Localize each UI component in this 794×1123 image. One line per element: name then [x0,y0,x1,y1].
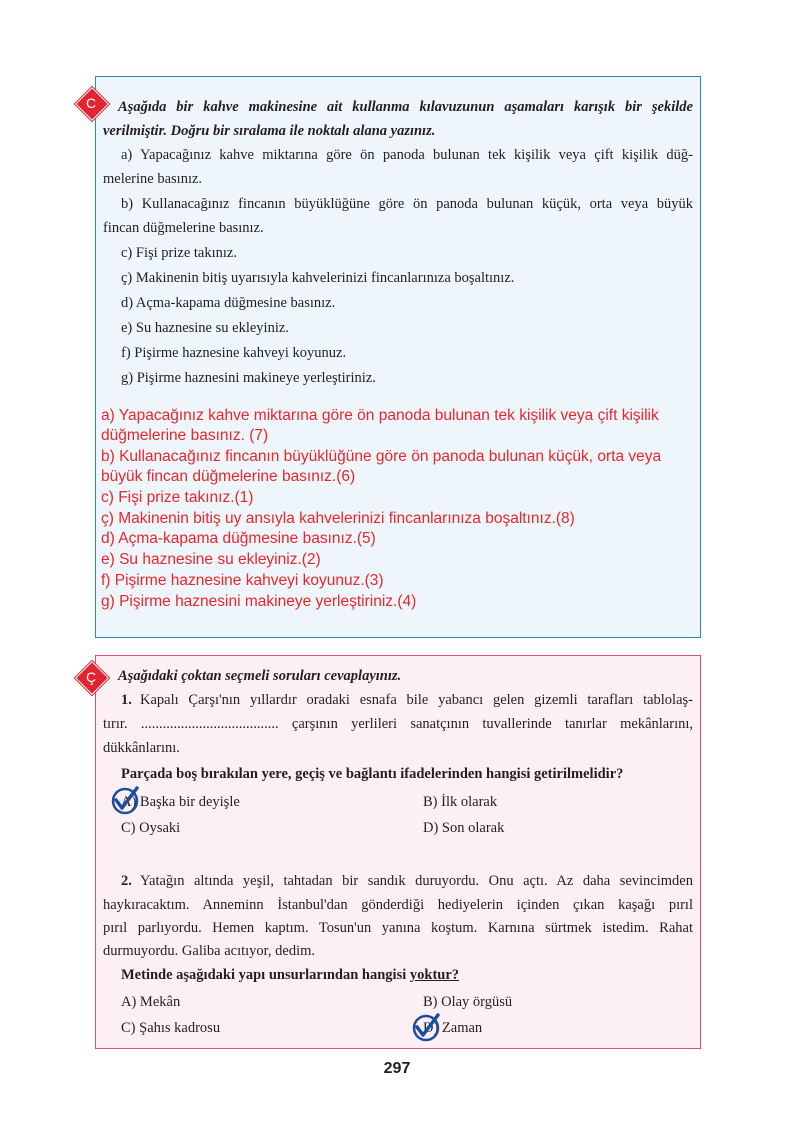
item-c: c) Fişi prize takınız. [121,245,237,261]
q2-number: 2. [121,873,132,889]
item-b-line2: fincan düğmelerine basınız. [103,220,264,236]
item-e: e) Su haznesine su ekleyiniz. [121,320,289,336]
q2-option-a[interactable]: A) Mekân [121,994,181,1010]
item-cc: ç) Makinenin bitiş uyarısıyla kahvelerinizi fincanlarınıza boşaltınız. [121,270,515,286]
q2-question [121,967,459,983]
answer-f: f) Pişirme haznesine kahveyi koyunuz.(3) [101,572,384,589]
section-c-instruction-line1: Aşağıda bir kahve makinesine ait kullanma kılavuzunun aşamaları karışık bir şekilde [118,99,693,115]
section-c-badge-letter: C [85,95,97,111]
q2-option-d[interactable]: D) Zaman [423,1020,483,1036]
answer-c: c) Fişi prize takınız.(1) [101,489,254,506]
item-a-line2: melerine basınız. [103,171,203,187]
answer-b-line1: b) Kullanacağınız fincanın büyüklüğüne göre ön panoda bulunan küçük, orta veya [101,448,662,465]
q1-line1: Kapalı Çarşı'nın yıllardır oradaki esnafa bile yabancı gelen gizemli tarafları tablolaş- [140,692,693,708]
q1-question: Parçada boş bırakılan yere, geçiş ve bağlantı ifadelerinden hangisi getirilmelidir? [121,766,624,782]
q2-option-b[interactable]: B) Olay örgüsü [423,994,513,1010]
section-cc-instruction: Aşağıdaki çoktan seçmeli soruları cevaplayınız. [118,668,402,684]
q1-line3: dükkânlarını. [103,740,180,756]
q1-option-d[interactable]: D) Son olarak [423,820,505,836]
q2-option-c[interactable]: C) Şahıs kadrosu [121,1020,221,1036]
answer-e: e) Su haznesine su ekleyiniz.(2) [101,551,321,568]
q1-number: 1. [121,692,132,708]
section-cc-badge-letter: Ç [85,669,97,685]
q2-question-emphasis: yoktur? [409,967,460,983]
section-c-instruction-line2: verilmiştir. Doğru bir sıralama ile noktalı alana yazınız. [103,123,436,139]
answer-a-line1: a) Yapacağınız kahve miktarına göre ön panoda bulunan tek kişilik veya çift kişilik [101,407,659,424]
check-mark-icon [110,785,142,817]
page-number: 297 [383,1060,411,1077]
q1-option-c[interactable]: C) Oysaki [121,820,181,836]
item-g: g) Pişirme haznesini makineye yerleştiriniz. [121,370,376,386]
item-b-line1: b) Kullanacağınız fincanın büyüklüğüne göre ön panoda bulunan küçük, orta veya büyük [121,196,693,212]
answer-cc: ç) Makinenin bitiş uy ansıyla kahvelerinizi fincanlarınıza boşaltınız.(8) [101,510,575,527]
q2-line2: haykıracaktım. Anneminn İstanbul'dan gönderdiği hediyelerin içinden çıkan kaşağı pırıl [103,897,693,913]
q2-question-text: Metinde aşağıdaki yapı unsurlarından hangisi [121,967,410,983]
answer-g: g) Pişirme haznesini makineye yerleştiriniz.(4) [101,593,417,610]
answer-a-line2: düğmelerine basınız. (7) [101,427,269,444]
q1-option-a[interactable]: A) Başka bir deyişle [121,794,240,810]
check-mark-icon [411,1012,443,1044]
q2-line3: pırıl parlıyordu. Hemen kaptım. Tosun'un yanına koştum. Karnına sürtmek istedim. Rahat [103,920,693,936]
section-cc-box [95,655,701,1049]
q2-line1: Yatağın altında yeşil, tahtadan bir sandık duruyordu. Onu açtı. Az daha sevincimden [140,873,693,889]
item-d: d) Açma-kapama düğmesine basınız. [121,295,336,311]
answer-b-line2: büyük fincan düğmelerine basınız.(6) [101,468,356,485]
answer-d: d) Açma-kapama düğmesine basınız.(5) [101,530,376,547]
q1-option-b[interactable]: B) İlk olarak [423,794,498,810]
q2-line4: durmuyordu. Galiba acıtıyor, dedim. [103,943,316,959]
item-f: f) Pişirme haznesine kahveyi koyunuz. [121,345,347,361]
item-a-line1: a) Yapacağınız kahve miktarına göre ön panoda bulunan tek kişilik veya çift kişilik düğ- [121,147,693,163]
q1-line2: tırır. ...................................... çarşının yerlileri sanatçının tuvallerinde tanırlar mekânlarını, [103,716,693,732]
